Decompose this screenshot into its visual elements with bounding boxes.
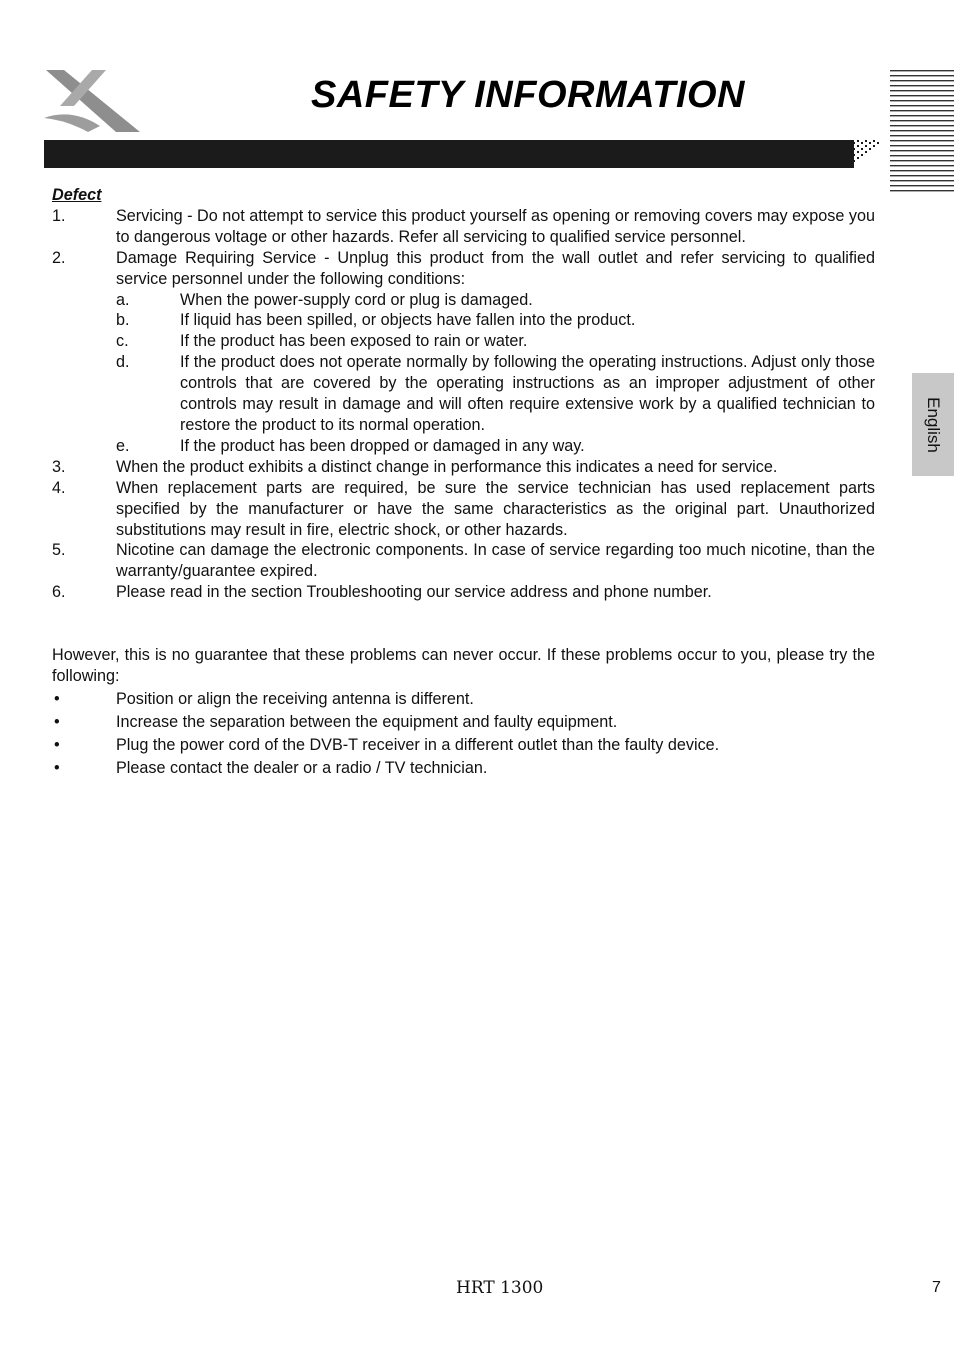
sub-item-text: When the power-supply cord or plug is damaged.	[180, 290, 533, 309]
item-number: 3.	[52, 457, 66, 476]
interference-paragraph: However, this is no guarantee that these problems can never occur. If these problems occur to you, please try the following:	[52, 646, 875, 686]
item-text: Please read in the section Troubleshooting our service address and phone number.	[116, 583, 712, 602]
list-item	[52, 206, 875, 248]
sub-item-text: If liquid has been spilled, or objects have fallen into the product.	[180, 311, 636, 330]
section-heading: Defect	[52, 186, 102, 204]
item-number: 6.	[52, 583, 66, 602]
sub-list-item	[116, 290, 875, 311]
bullet-text: Increase the separation between the equipment and faulty equipment.	[116, 712, 618, 731]
bullet-mark: •	[54, 712, 60, 731]
list-item	[52, 582, 875, 603]
sub-item-letter: e.	[116, 436, 130, 455]
bullet-mark: •	[54, 735, 60, 754]
sub-item-letter: b.	[116, 311, 130, 330]
bullet-mark: •	[54, 758, 60, 777]
sub-item-letter: c.	[116, 332, 129, 351]
list-item	[52, 248, 875, 290]
item-number: 1.	[52, 206, 66, 225]
sub-item-text: If the product has been exposed to rain or water.	[180, 332, 528, 351]
item-text: Damage Requiring Service - Unplug this product from the wall outlet and refer servicing to qualified service personnel under the following conditions:	[116, 248, 875, 288]
item-text: Nicotine can damage the electronic components. In case of service regarding too much nicotine, than the warranty/guarantee expired.	[116, 541, 875, 581]
footer-model-name: HRT 1300	[456, 1278, 544, 1298]
sub-list-item	[116, 310, 875, 331]
item-number: 4.	[52, 478, 66, 497]
sub-list-item	[116, 352, 875, 436]
bullet-text: Plug the power cord of the DVB-T receiver in a different outlet than the faulty device.	[116, 735, 720, 754]
item-text: When the product exhibits a distinct change in performance this indicates a need for service.	[116, 457, 778, 476]
page-title: SAFETY INFORMATION	[310, 74, 746, 116]
language-tab-label: English	[924, 396, 943, 453]
list-item	[52, 478, 875, 541]
bullet-item	[52, 758, 875, 779]
sub-item-text: If the product does not operate normally by following the operating instructions. Adjust only those controls that are covered by the operating instructions as an improper adjustment of other controls may result in damage and will often require extensive work by a qualified technician to restore the product to its normal operation.	[180, 353, 875, 434]
sub-item-letter: a.	[116, 290, 130, 309]
bullet-item	[52, 689, 875, 710]
sub-list-item	[116, 436, 875, 457]
list-item	[52, 540, 875, 582]
item-number: 5.	[52, 541, 66, 560]
sub-item-text: If the product has been dropped or damaged in any way.	[180, 436, 585, 455]
list-item	[52, 457, 875, 478]
bullet-text: Please contact the dealer or a radio / TV technician.	[116, 758, 488, 777]
language-tab	[912, 373, 954, 476]
page-number: 7	[932, 1279, 941, 1296]
sub-item-letter: d.	[116, 353, 130, 372]
item-text: When replacement parts are required, be sure the service technician has used replacement parts specified by the manufacturer or have the same characteristics as the original part. Unauthorized substitutions may result in fire, electric shock, or other hazards.	[116, 478, 875, 539]
item-number: 2.	[52, 248, 66, 267]
bullet-text: Position or align the receiving antenna is different.	[116, 689, 474, 708]
main-content	[52, 185, 875, 779]
bullet-mark: •	[54, 689, 60, 708]
corner-line-pattern	[890, 70, 954, 195]
title-bar-dot-pattern	[840, 140, 882, 168]
bullet-item	[52, 735, 875, 756]
item-text: Servicing - Do not attempt to service this product yourself as opening or removing covers may expose you to dangerous voltage or other hazards. Refer all servicing to qualified service personnel.	[116, 206, 875, 246]
bullet-item	[52, 712, 875, 733]
title-bar	[44, 140, 854, 168]
sub-list-item	[116, 331, 875, 352]
